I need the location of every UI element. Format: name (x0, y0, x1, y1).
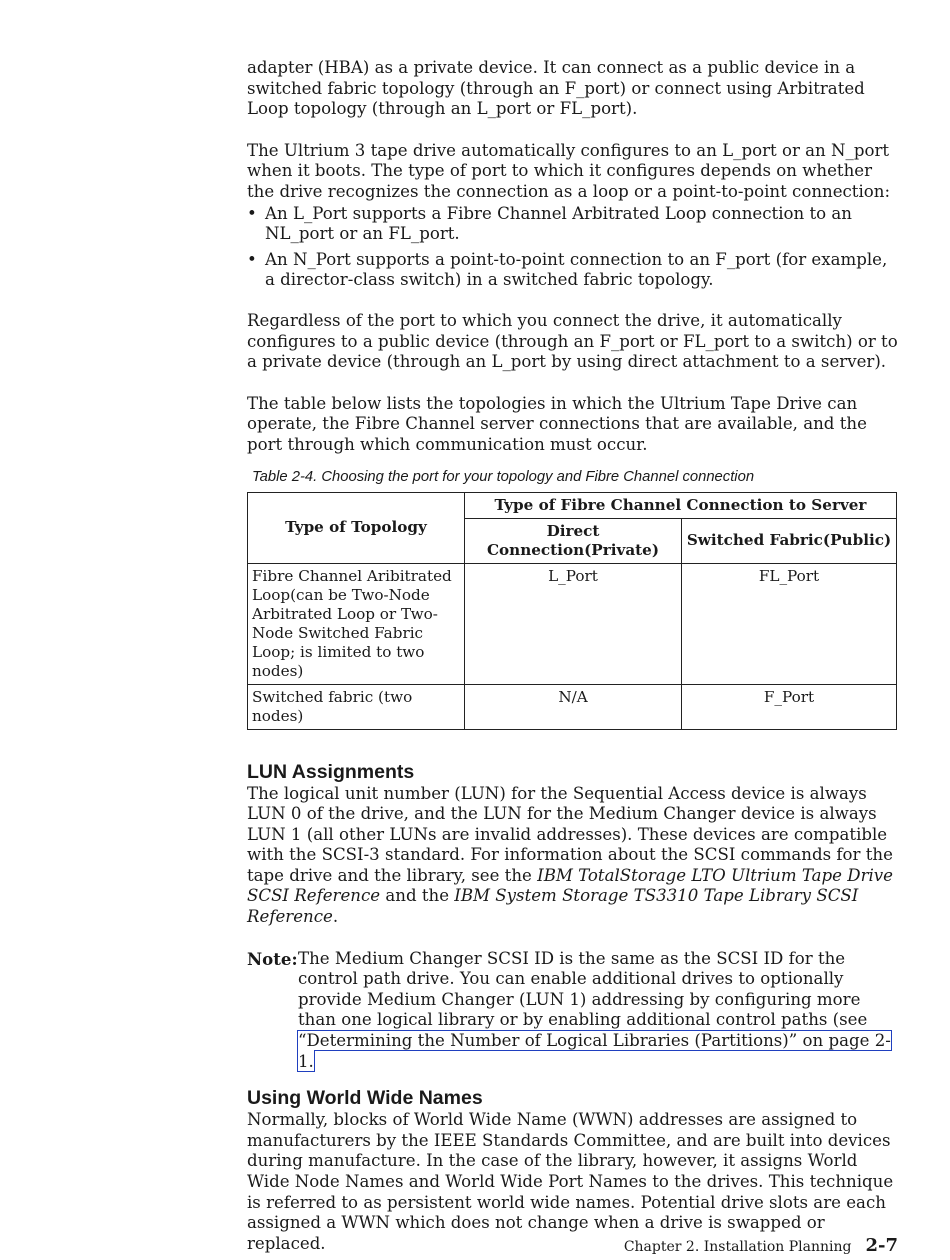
footer-chapter: Chapter 2. Installation Planning (623, 1239, 852, 1255)
table-row (248, 563, 897, 684)
header-topology: Type of Topology (248, 492, 465, 563)
lun-text: The logical unit number (LUN) for the Sequential Access device is always LUN 0 of the drive, and the LUN for the Medium Changer device is always LUN 1 (all other LUNs are invalid addresses). These devices are compatible with the SCSI-3 standard. For information about the SCSI commands for the tape drive and the library, see the (247, 783, 893, 885)
paragraph-public-private: Regardless of the port to which you connect the drive, it automatically configures to a public device (through an F_port or FL_port to a switch) or to a private device (through an L_port by using direct attachment to a server). (247, 310, 898, 372)
cell-topology: Switched fabric (two nodes) (248, 684, 465, 729)
cell-topology: Fibre Channel Aribitrated Loop(can be Two-Node Arbitrated Loop or Two-Node Switched Fabric Loop; is limited to two nodes) (248, 563, 465, 684)
cell-direct: L_Port (465, 563, 682, 684)
paragraph-table-intro: The table below lists the topologies in which the Ultrium Tape Drive can operate, the Fibre Channel server connections that are available, and the port through which communication must occur. (247, 393, 867, 454)
table-row (248, 684, 897, 729)
paragraph-lun (247, 784, 899, 928)
port-type-list (247, 204, 899, 291)
header-connection: Type of Fibre Channel Connection to Server (465, 492, 897, 518)
table-caption: Table 2-4. Choosing the port for your topology and Fibre Channel connection (252, 468, 755, 485)
note-body (298, 949, 899, 1073)
section-heading-wwn: Using World Wide Names (247, 1087, 483, 1110)
paragraph-wwn: Normally, blocks of World Wide Name (WWN) addresses are assigned to manufacturers by the IEEE Standards Committee, and are built into devices during manufacture. In the case of the library, however, it assigns World Wide Node Names and World Wide Port Names to the drives. This technique is referred to as persistent world wide names. Potential drive slots are each assigned a WWN which does not change when a drive is swapped or replaced. (247, 1110, 894, 1253)
page-number: 2-7 (865, 1235, 898, 1256)
cell-switched: FL_Port (682, 563, 897, 684)
lun-reference-library: IBM System Storage TS3310 Tape Library SCSI Reference (247, 886, 859, 927)
topology-table (247, 492, 897, 730)
section-heading-lun: LUN Assignments (247, 760, 415, 783)
cell-switched: F_Port (682, 684, 897, 729)
header-switched: Switched Fabric(Public) (682, 518, 897, 563)
page-footer (624, 1236, 898, 1257)
table-header-row (248, 492, 897, 518)
lun-reference-drive: IBM TotalStorage LTO Ultrium Tape Drive SCSI Reference (247, 865, 893, 906)
cross-reference-link[interactable]: “Determining the Number of Logical Libraries (Partitions)” on page 2-1. (298, 1031, 891, 1071)
header-direct: Direct Connection(Private) (465, 518, 682, 563)
list-item: • An L_Port supports a Fibre Channel Arbitrated Loop connection to an NL_port or an FL_port. (247, 204, 899, 245)
cell-direct: N/A (465, 684, 682, 729)
paragraph-port-config: The Ultrium 3 tape drive automatically configures to an L_port or an N_port when it boots. The type of port to which it configures depends on whether the drive recognizes the connection as a loop or a point-to-point connection: (247, 140, 891, 201)
lun-text: and the (380, 886, 455, 906)
paragraph-hba: adapter (HBA) as a private device. It can connect as a public device in a switched fabric topology (through an F_port) or connect using Arbitrated Loop topology (through an L_port or FL_port). (247, 58, 865, 119)
lun-text: . (332, 907, 339, 927)
page-content (247, 58, 899, 1254)
note-block (247, 949, 899, 1073)
note-text: The Medium Changer SCSI ID is the same as the SCSI ID for the control path drive. You can enable additional drives to optionally provide Medium Changer (LUN 1) addressing by configuring more than one logical library or by enabling additional control paths (see (298, 948, 868, 1030)
note-label: Note: (247, 948, 298, 969)
list-item: • An N_Port supports a point-to-point connection to an F_port (for example, a director-class switch) in a switched fabric topology. (247, 250, 899, 291)
